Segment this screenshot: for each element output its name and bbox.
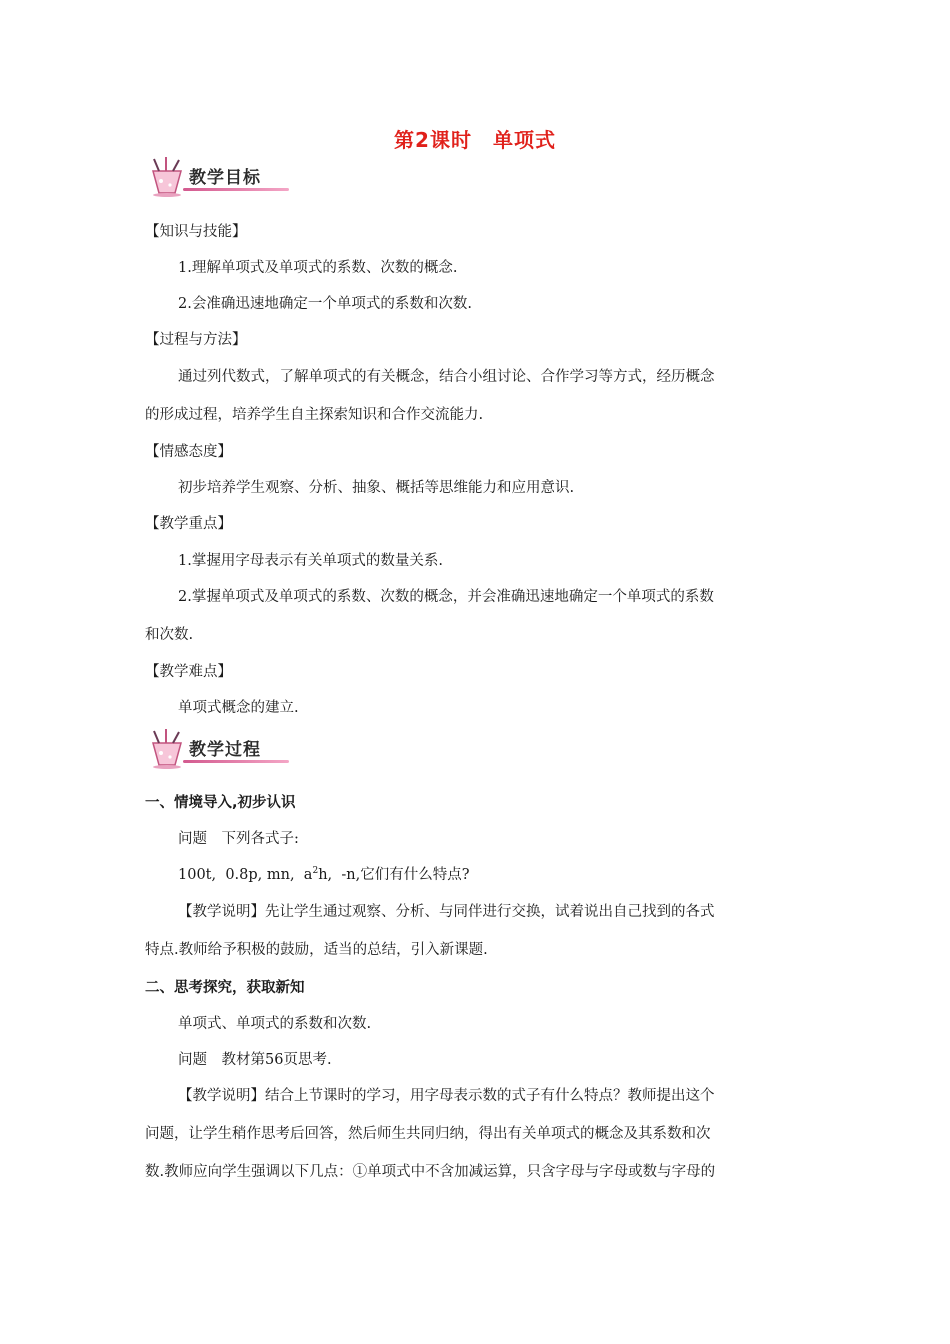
section-banner-objectives bbox=[145, 157, 290, 197]
section-2-title: 二、思考探究，获取新知 bbox=[145, 980, 305, 996]
key-points-heading: 【教学重点】 bbox=[145, 516, 232, 532]
banner-underline bbox=[183, 760, 289, 763]
key-point-2-line-2: 和次数. bbox=[145, 627, 194, 643]
knowledge-heading: 【知识与技能】 bbox=[145, 224, 247, 240]
key-point-1: 1.掌握用字母表示有关单项式的数量关系. bbox=[178, 553, 443, 569]
expression-part-2: h, -n,它们有什么特点? bbox=[318, 867, 470, 883]
method-text-line-1: 通过列代数式，了解单项式的有关概念，结合小组讨论、合作学习等方式，经历概念 bbox=[178, 369, 715, 385]
exponent: 2 bbox=[312, 866, 319, 877]
banner-label: 教学过程 bbox=[189, 740, 261, 760]
expression-part-1: 100t, 0.8p, mn, a bbox=[178, 867, 313, 883]
difficulty-text: 单项式概念的建立. bbox=[178, 700, 299, 716]
pencil-cup-icon bbox=[145, 157, 187, 197]
teaching-note-2-line-2: 问题，让学生稍作思考后回答，然后师生共同归纳，得出有关单项式的概念及其系数和次 bbox=[145, 1126, 711, 1142]
banner-underline bbox=[183, 188, 289, 191]
banner-label: 教学目标 bbox=[189, 168, 261, 188]
section-1-title: 一、情境导入,初步认识 bbox=[145, 795, 296, 811]
teaching-note-2-line-1: 【教学说明】结合上节课时的学习，用字母表示数的式子有什么特点？教师提出这个 bbox=[178, 1088, 715, 1104]
page-title: 第2课时 单项式 bbox=[394, 128, 556, 152]
knowledge-item-2: 2.会准确迅速地确定一个单项式的系数和次数. bbox=[178, 296, 472, 312]
method-heading: 【过程与方法】 bbox=[145, 332, 247, 348]
problem-1: 问题 下列各式子: bbox=[178, 831, 299, 847]
method-text-line-2: 的形成过程，培养学生自主探索知识和合作交流能力. bbox=[145, 407, 484, 423]
teaching-note-2-line-3: 数.教师应向学生强调以下几点：①单项式中不含加减运算，只含字母与字母或数与字母的 bbox=[145, 1164, 716, 1180]
topic-2: 单项式、单项式的系数和次数. bbox=[178, 1016, 372, 1032]
knowledge-item-1: 1.理解单项式及单项式的系数、次数的概念. bbox=[178, 260, 458, 276]
section-banner-process bbox=[145, 729, 290, 769]
attitude-heading: 【情感态度】 bbox=[145, 444, 232, 460]
problem-2: 问题 教材第56页思考. bbox=[178, 1052, 332, 1068]
teaching-note-1-line-2: 特点.教师给予积极的鼓励，适当的总结，引入新课题. bbox=[145, 942, 488, 958]
key-point-2-line-1: 2.掌握单项式及单项式的系数、次数的概念，并会准确迅速地确定一个单项式的系数 bbox=[178, 589, 714, 605]
pencil-cup-icon bbox=[145, 729, 187, 769]
teaching-note-1-line-1: 【教学说明】先让学生通过观察、分析、与同伴进行交换，试着说出自己找到的各式 bbox=[178, 904, 715, 920]
expression-list bbox=[178, 865, 469, 885]
attitude-text: 初步培养学生观察、分析、抽象、概括等思维能力和应用意识. bbox=[178, 480, 575, 496]
difficulty-heading: 【教学难点】 bbox=[145, 664, 232, 680]
